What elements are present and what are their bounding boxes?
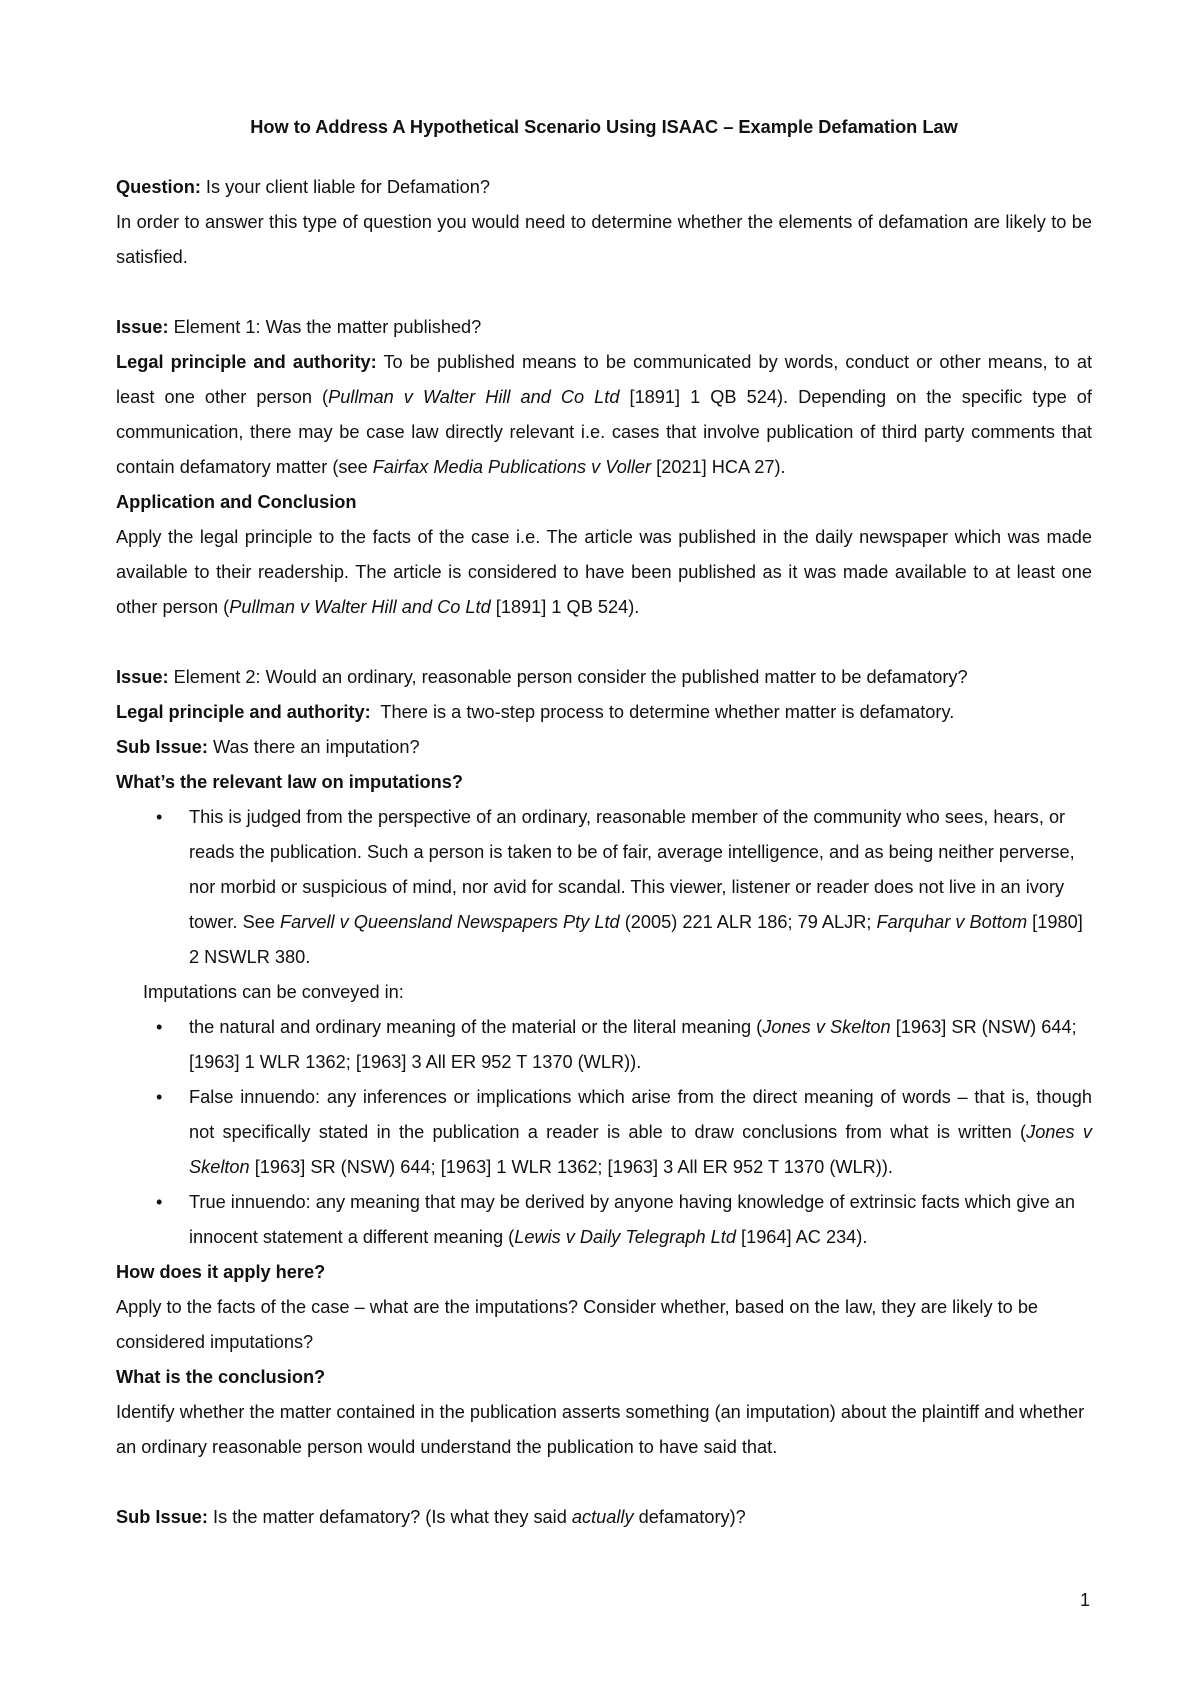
list-item: • the natural and ordinary meaning of the material or the literal meaning (Jones v Skelton [1963] SR (NSW) 644; [1963] 1 WLR 1362; [1963] 3 All ER 952 T 1370 (WLR)). bbox=[116, 1010, 1092, 1080]
conclusion-text: Identify whether the matter contained in the publication asserts something (an imputation) about the plaintiff and whether an ordinary reasonable person would understand the publication to have said that. bbox=[116, 1402, 1085, 1457]
bullet-icon: • bbox=[156, 1192, 163, 1212]
page-number: 1 bbox=[1079, 1590, 1090, 1610]
case-citation: Farvell v Queensland Newspapers Pty Ltd bbox=[280, 912, 620, 932]
issue-2 bbox=[116, 660, 1092, 695]
conveyed-intro: Imputations can be conveyed in: bbox=[143, 982, 404, 1002]
case-citation: Fairfax Media Publications v Voller bbox=[372, 457, 652, 477]
issue-2-text: Element 2: Would an ordinary, reasonable person consider the published matter to be defamatory? bbox=[168, 667, 968, 687]
legal-principle-1: Legal principle and authority: To be published means to be communicated by words, conduct or other means, to at least one other person (Pullman v Walter Hill and Co Ltd [1891] 1 QB 524). Depending on the specific type of communication, there may be case law directly relevant i.e. cases that involve publication of third party comments that contain defamatory matter (see Fairfax Media Publications v Voller [2021] HCA 27). bbox=[116, 352, 1092, 477]
imputation-bullets-1 bbox=[116, 800, 1092, 975]
bullet-icon: • bbox=[156, 807, 163, 827]
list-item: • This is judged from the perspective of an ordinary, reasonable member of the community who sees, hears, or reads the publication. Such a person is taken to be of fair, average intelligence, and as being neither perverse, nor morbid or suspicious of mind, nor avid for scandal. This viewer, listener or reader does not live in an ivory tower. See Farvell v Queensland Newspapers Pty Ltd (2005) 221 ALR 186; 79 ALJR; Farquhar v Bottom [1980] 2 NSWLR 380. bbox=[116, 800, 1092, 975]
apply-text: Apply to the facts of the case – what are the imputations? Consider whether, based on the law, they are likely to be considered imputations? bbox=[116, 1297, 1039, 1352]
application-heading: Application and Conclusion bbox=[116, 492, 357, 512]
imputation-bullets-2 bbox=[116, 1010, 1092, 1255]
conclusion-heading: What is the conclusion? bbox=[116, 1367, 326, 1387]
case-citation: Farquhar v Bottom bbox=[876, 912, 1028, 932]
bullet-icon: • bbox=[156, 1087, 163, 1107]
issue-1 bbox=[116, 310, 1092, 345]
legal-principle-label: Legal principle and authority: bbox=[116, 702, 371, 722]
sub-issue-label: Sub Issue: bbox=[116, 737, 208, 757]
sub-issue-1: Sub Issue: Was there an imputation? bbox=[116, 737, 420, 757]
question-label: Question: bbox=[116, 177, 201, 197]
issue-label: Issue: bbox=[116, 317, 169, 337]
apply-heading: How does it apply here? bbox=[116, 1262, 326, 1282]
sub-issue-2: Sub Issue: Is the matter defamatory? (Is what they said actually defamatory)? bbox=[116, 1507, 746, 1527]
question-note: In order to answer this type of question you would need to determine whether the elements of defamation are likely to be satisfied. bbox=[116, 212, 1092, 267]
sub-issue-label: Sub Issue: bbox=[116, 1507, 208, 1527]
list-item: • False innuendo: any inferences or implications which arise from the direct meaning of words – that is, though not specifically stated in the publication a reader is able to draw conclusions from what is written (Jones v Skelton [1963] SR (NSW) 644; [1963] 1 WLR 1362; [1963] 3 All ER 952 T 1370 (WLR)). bbox=[116, 1080, 1092, 1185]
list-item: • True innuendo: any meaning that may be derived by anyone having knowledge of extrinsic facts which give an innocent statement a different meaning (Lewis v Daily Telegraph Ltd [1964] AC 234). bbox=[116, 1185, 1092, 1255]
question-line bbox=[116, 170, 1092, 205]
issue-1-text: Element 1: Was the matter published? bbox=[168, 317, 482, 337]
relevant-law-heading: What’s the relevant law on imputations? bbox=[116, 772, 463, 792]
document-title: How to Address A Hypothetical Scenario Using ISAAC – Example Defamation Law bbox=[250, 117, 958, 137]
case-citation: Jones v Skelton bbox=[189, 1122, 1092, 1177]
question-text: Is your client liable for Defamation? bbox=[200, 177, 490, 197]
issue-label: Issue: bbox=[116, 667, 169, 687]
bullet-icon: • bbox=[156, 1017, 163, 1037]
case-citation: Pullman v Walter Hill and Co Ltd bbox=[229, 597, 491, 617]
document-body bbox=[116, 110, 1092, 1535]
case-citation: Pullman v Walter Hill and Co Ltd bbox=[328, 387, 620, 407]
legal-principle-2: Legal principle and authority: There is a two-step process to determine whether matter is defamatory. bbox=[116, 702, 955, 722]
legal-principle-label: Legal principle and authority: bbox=[116, 352, 377, 372]
case-citation: Lewis v Daily Telegraph Ltd bbox=[514, 1227, 736, 1247]
application-text: Apply the legal principle to the facts of the case i.e. The article was published in the daily newspaper which was made available to their readership. The article is considered to have been published as it was made available to at least one other person (Pullman v Walter Hill and Co Ltd [1891] 1 QB 524). bbox=[116, 527, 1092, 617]
emphasis: actually bbox=[571, 1507, 634, 1527]
case-citation: Jones v Skelton bbox=[762, 1017, 891, 1037]
